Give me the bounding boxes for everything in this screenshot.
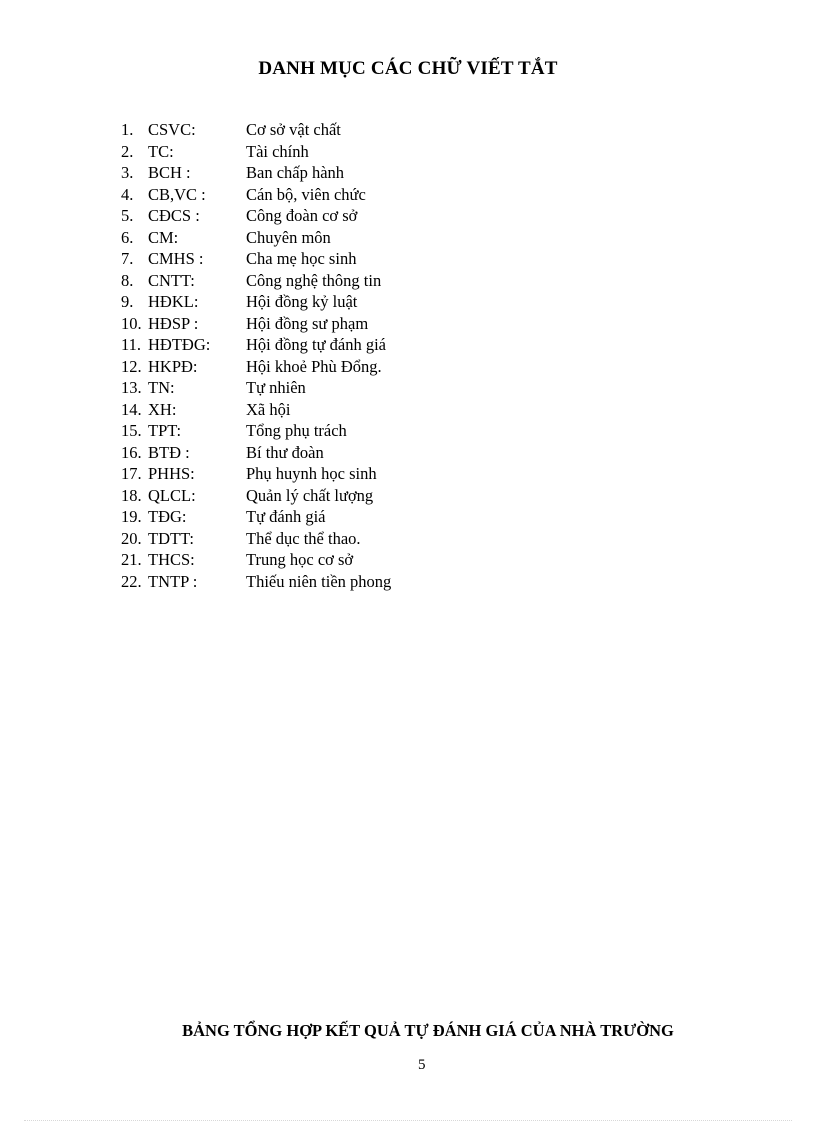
abbreviation-code: XH:: [148, 399, 177, 419]
section-heading: BẢNG TỔNG HỢP KẾT QUẢ TỰ ĐÁNH GIÁ CỦA NHÀ TRƯỜNG: [182, 1021, 674, 1040]
abbreviation-code: PHHS:: [148, 464, 195, 483]
abbreviation-code: CSVC:: [148, 120, 196, 139]
list-item-number: 9.: [121, 292, 134, 311]
abbreviation-code: THCS:: [148, 550, 195, 569]
abbreviation-code: TN:: [148, 378, 175, 397]
list-item: [121, 334, 541, 356]
list-item-number: 8.: [121, 270, 134, 290]
list-item-number: 3.: [121, 163, 134, 182]
list-item-number: 2.: [121, 141, 134, 161]
list-item: [121, 227, 541, 249]
list-item-number: 13.: [121, 378, 142, 397]
abbreviation-code: CNTT:: [148, 270, 195, 290]
list-item-number: 10.: [121, 313, 142, 333]
abbreviation-meaning: Công đoàn cơ sở: [246, 206, 358, 225]
abbreviation-meaning: Phụ huynh học sinh: [246, 464, 377, 483]
list-item: [121, 528, 541, 550]
list-item: [121, 141, 541, 163]
abbreviation-meaning: Cán bộ, viên chức: [246, 184, 366, 204]
list-item: [121, 399, 541, 421]
abbreviation-code: TDTT:: [148, 528, 194, 548]
list-item: [121, 485, 541, 507]
list-item: [121, 463, 541, 485]
abbreviation-meaning: Ban chấp hành: [246, 163, 345, 182]
abbreviation-meaning: Tổng phụ trách: [246, 421, 347, 440]
list-item: [121, 549, 541, 571]
abbreviation-meaning: Chuyên môn: [246, 227, 331, 247]
abbreviation-code: CM:: [148, 227, 179, 247]
abbreviation-code: BCH :: [148, 163, 191, 182]
list-item-number: 5.: [121, 206, 134, 225]
abbreviation-meaning: Xã hội: [246, 399, 291, 419]
list-item: [121, 377, 541, 399]
list-item-number: 18.: [121, 485, 142, 505]
list-item-number: 22.: [121, 571, 142, 591]
abbreviation-meaning: Công nghệ thông tin: [246, 270, 382, 290]
abbreviation-code: HKPĐ:: [148, 356, 198, 376]
list-item: [121, 356, 541, 378]
abbreviation-code: CB,VC :: [148, 184, 206, 204]
list-item: [121, 119, 541, 141]
abbreviation-code: TPT:: [148, 421, 182, 440]
abbreviation-code: HĐTĐG:: [148, 335, 211, 354]
list-item-number: 6.: [121, 227, 134, 247]
list-item-number: 4.: [121, 184, 134, 204]
list-item-number: 16.: [121, 442, 142, 462]
page-title: DANH MỤC CÁC CHỮ VIẾT TẮT: [258, 58, 558, 79]
list-item-number: 15.: [121, 421, 142, 440]
list-item: [121, 291, 541, 313]
list-item-number: 20.: [121, 528, 142, 548]
abbreviation-meaning: Trung học cơ sở: [246, 550, 354, 569]
abbreviation-code: TĐG:: [148, 507, 187, 526]
list-item: [121, 313, 541, 335]
list-item: [121, 571, 541, 593]
list-item: [121, 248, 541, 270]
abbreviation-list: [121, 119, 541, 592]
list-item-number: 17.: [121, 464, 142, 483]
abbreviation-meaning: Hội đồng kỷ luật: [246, 292, 358, 311]
abbreviation-meaning: Hội đồng sư phạm: [246, 313, 369, 333]
abbreviation-code: HĐSP :: [148, 313, 199, 333]
list-item: [121, 420, 541, 442]
page-bottom-divider: [24, 1120, 792, 1121]
abbreviation-meaning: Quản lý chất lượng: [246, 485, 374, 505]
list-item-number: 14.: [121, 399, 142, 419]
abbreviation-meaning: Tài chính: [246, 141, 309, 161]
abbreviation-code: TNTP :: [148, 571, 198, 591]
list-item: [121, 442, 541, 464]
list-item: [121, 205, 541, 227]
abbreviation-code: BTĐ :: [148, 442, 190, 462]
abbreviation-meaning: Hội khoẻ Phù Đổng.: [246, 356, 382, 376]
abbreviation-meaning: Tự đánh giá: [246, 507, 326, 526]
list-item-number: 7.: [121, 249, 134, 268]
abbreviation-meaning: Bí thư đoàn: [246, 442, 324, 462]
abbreviation-meaning: Thiếu niên tiền phong: [246, 571, 392, 591]
abbreviation-code: CĐCS :: [148, 206, 200, 225]
list-item-number: 21.: [121, 550, 142, 569]
list-item-number: 12.: [121, 356, 142, 376]
list-item-number: 19.: [121, 507, 142, 526]
list-item: [121, 162, 541, 184]
list-item: [121, 506, 541, 528]
list-item-number: 1.: [121, 120, 134, 139]
page-number: 5: [418, 1057, 426, 1073]
list-item-number: 11.: [121, 335, 142, 354]
abbreviation-meaning: Hội đồng tự đánh giá: [246, 335, 387, 354]
list-item: [121, 184, 541, 206]
abbreviation-code: CMHS :: [148, 249, 204, 268]
abbreviation-code: HĐKL:: [148, 292, 199, 311]
abbreviation-code: QLCL:: [148, 485, 196, 505]
abbreviation-meaning: Cơ sở vật chất: [246, 120, 341, 139]
abbreviation-code: TC:: [148, 141, 174, 161]
abbreviation-meaning: Tự nhiên: [246, 378, 306, 397]
abbreviation-meaning: Cha mẹ học sinh: [246, 249, 357, 268]
list-item: [121, 270, 541, 292]
abbreviation-meaning: Thể dục thể thao.: [246, 528, 361, 548]
